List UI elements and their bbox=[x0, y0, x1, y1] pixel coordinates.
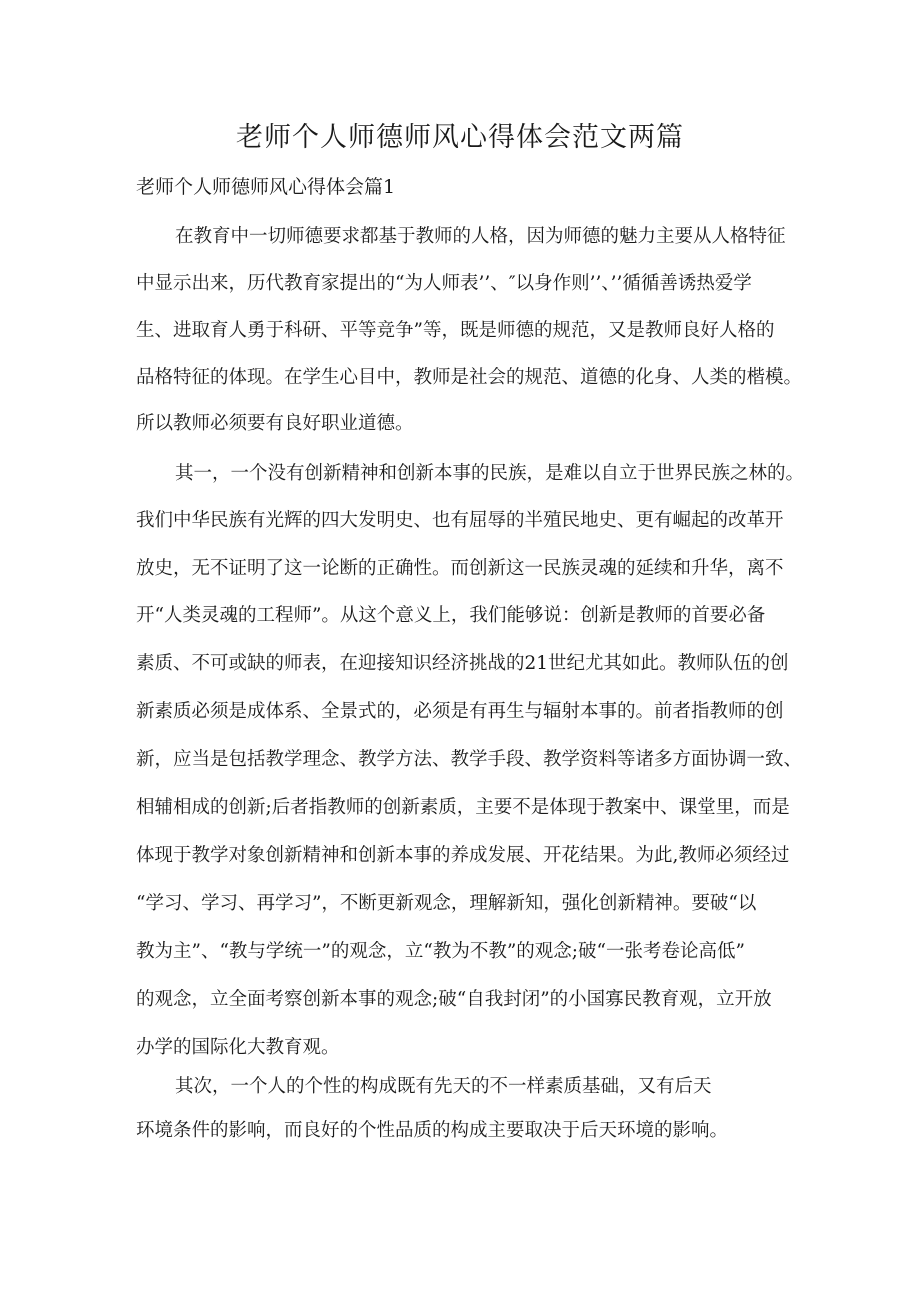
paragraph-line: 相辅相成的创新;后者指教师的创新素质，主要不是体现于教案中、课堂里，而是 bbox=[136, 797, 790, 818]
section-heading: 老师个人师德师风心得体会篇1 bbox=[136, 176, 396, 198]
paragraph-line: 开“人类灵魂的工程师”。从这个意义上，我们能够说：创新是教师的首要必备 bbox=[136, 605, 766, 626]
paragraph-line: 教为主”、“教与学统一”的观念，立“教为不教”的观念;破“一张考卷论高低” bbox=[136, 941, 745, 962]
paragraph-line: “学习、学习、再学习”，不断更新观念，理解新知，强化创新精神。要破“以 bbox=[136, 893, 757, 914]
paragraph-line: 环境条件的影响，而良好的个性品质的构成主要取决于后天环境的影响。 bbox=[136, 1120, 729, 1141]
paragraph-line: 的观念，立全面考察创新本事的观念;破“自我封闭”的小国寡民教育观，立开放 bbox=[136, 989, 772, 1010]
paragraph-line: 放史，无不证明了这一论断的正确性。而创新这一民族灵魂的延续和升华，离不 bbox=[136, 558, 784, 579]
paragraph-line: 我们中华民族有光辉的四大发明史、也有屈辱的半殖民地史、更有崛起的改革开 bbox=[136, 510, 784, 531]
paragraph-line: 其次，一个人的个性的构成既有先天的不一样素质基础，又有后天 bbox=[175, 1076, 712, 1097]
paragraph-line: 新素质必须是成体系、全景式的，必须是有再生与辐射本事的。前者指教师的创 bbox=[136, 701, 784, 722]
paragraph-line: 其一，一个没有创新精神和创新本事的民族，是难以自立于世界民族之林的。 bbox=[175, 463, 805, 484]
paragraph-line: 素质、不可或缺的师表，在迎接知识经济挑战的21世纪尤其如此。教师队伍的创 bbox=[136, 653, 789, 674]
paragraph-line: 新，应当是包括教学理念、教学方法、教学手段、教学资料等诸多方面协调一致、 bbox=[136, 749, 803, 770]
paragraph-line: 所以教师必须要有良好职业道德。 bbox=[136, 413, 414, 434]
paragraph-line: 体现于教学对象创新精神和创新本事的养成发展、开花结果。为此,教师必须经过 bbox=[136, 845, 790, 866]
document-title: 老师个人师德师风心得体会范文两篇 bbox=[236, 122, 684, 153]
paragraph-line: 中显示出来，历代教育家提出的“为人师表’’、″以身作则’’、’’循循善诱热爱学 bbox=[136, 273, 752, 294]
paragraph-line: 生、进取育人勇于科研、平等竞争”等，既是师德的规范，又是教师良好人格的 bbox=[136, 320, 775, 341]
paragraph-line: 在教育中一切师德要求都基于教师的人格，因为师德的魅力主要从人格特征 bbox=[175, 226, 786, 247]
paragraph-line: 办学的国际化大教育观。 bbox=[136, 1037, 340, 1058]
paragraph-line: 品格特征的体现。在学生心目中，教师是社会的规范、道德的化身、人类的楷模。 bbox=[136, 367, 803, 388]
